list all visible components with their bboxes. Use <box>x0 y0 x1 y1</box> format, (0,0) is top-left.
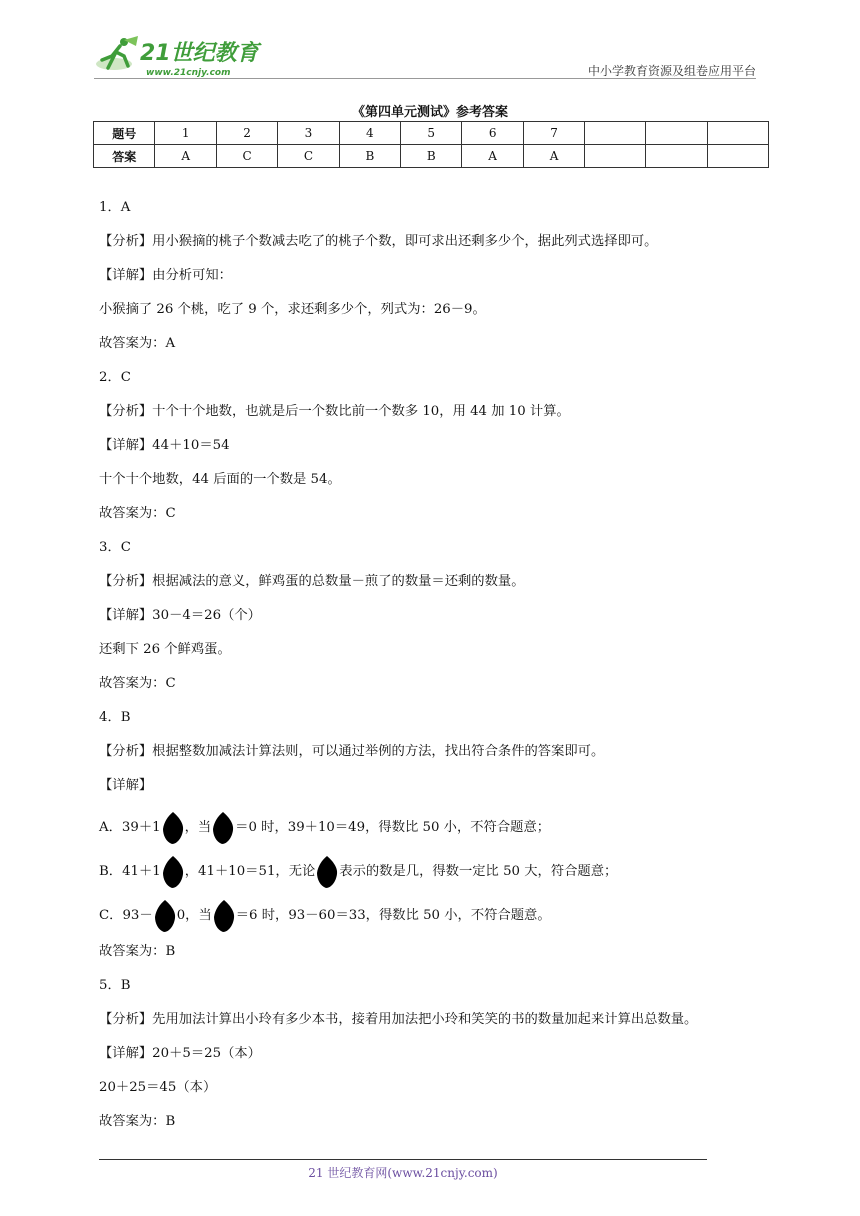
svg-text:www.21cnjy.com: www.21cnjy.com <box>146 68 231 78</box>
page-header <box>94 30 756 80</box>
answer-content <box>99 196 779 1144</box>
text-line: 4．B <box>99 710 131 725</box>
question-number-cell: 3 <box>278 122 339 145</box>
answer-cell: A <box>523 145 584 168</box>
text-line: 【详解】20＋5＝25（本） <box>99 1046 261 1061</box>
text-line: 5．B <box>99 978 131 993</box>
answer-cell: B <box>401 145 462 168</box>
text-line: 20＋25＝45（本） <box>99 1080 217 1095</box>
question-number-cell: 6 <box>462 122 523 145</box>
answer-cell: B <box>339 145 400 168</box>
text-line: 故答案为：B <box>99 944 176 959</box>
text-line: 【分析】先用加法计算出小玲有多少本书，接着用加法把小玲和笑笑的书的数量加起来计算出总数量。 <box>99 1012 698 1027</box>
answer-cell: A <box>462 145 523 168</box>
question-number-cell <box>646 122 707 145</box>
footer-divider <box>99 1159 707 1160</box>
row-label-question: 题号 <box>94 122 155 145</box>
text-line: 【分析】用小猴摘的桃子个数减去吃了的桃子个数，即可求出还剩多少个，据此列式选择即可。 <box>99 234 658 249</box>
option-a-line: A．39＋1 ，当 ＝0 时，39＋10＝49，得数比 50 小，不符合题意； <box>99 808 779 852</box>
blot-mark <box>162 855 184 889</box>
text-line: 还剩下 26 个鲜鸡蛋。 <box>99 642 231 657</box>
text-line: 【详解】44＋10＝54 <box>99 438 230 453</box>
question-number-cell: 5 <box>401 122 462 145</box>
blot-mark <box>316 855 338 889</box>
text-line: 故答案为：C <box>99 676 176 691</box>
text-line: 【分析】十个十个地数，也就是后一个数比前一个数多 10，用 44 加 10 计算。 <box>99 404 570 419</box>
question-number-cell: 2 <box>216 122 277 145</box>
question-number-cell: 4 <box>339 122 400 145</box>
text-line: 十个十个地数，44 后面的一个数是 54。 <box>99 472 341 487</box>
footer-text: 21 世纪教育网(www.21cnjy.com) <box>308 1166 498 1180</box>
question-number-cell <box>585 122 646 145</box>
answer-table <box>93 121 769 168</box>
text-line: 【详解】30－4＝26（个） <box>99 608 261 623</box>
answer-cell <box>707 145 768 168</box>
answer-cell: C <box>216 145 277 168</box>
question-number-cell: 7 <box>523 122 584 145</box>
text-line: 故答案为：A <box>99 336 176 351</box>
logo-21cnjy <box>94 34 264 78</box>
table-row-answers <box>94 145 769 168</box>
blot-mark <box>213 899 235 933</box>
text-line: 2．C <box>99 370 131 385</box>
text-line: 【分析】根据整数加减法计算法则，可以通过举例的方法，找出符合条件的答案即可。 <box>99 744 605 759</box>
text-line: 【详解】 <box>99 778 153 793</box>
blot-mark <box>154 899 176 933</box>
header-divider <box>94 78 756 79</box>
answer-cell <box>646 145 707 168</box>
blot-mark <box>212 811 234 845</box>
answer-cell: C <box>278 145 339 168</box>
text-line: 【详解】由分析可知： <box>99 268 232 283</box>
row-label-answer: 答案 <box>94 145 155 168</box>
platform-name: 中小学教育资源及组卷应用平台 <box>587 64 756 78</box>
table-row-numbers <box>94 122 769 145</box>
option-c-line: C．93－ 0，当 ＝6 时，93－60＝33，得数比 50 小，不符合题意。 <box>99 896 779 940</box>
doc-title: 《第四单元测试》参考答案 <box>351 105 508 120</box>
answer-cell <box>585 145 646 168</box>
blot-mark <box>162 811 184 845</box>
svg-text:21世纪教育: 21世纪教育 <box>140 41 259 66</box>
text-line: 3．C <box>99 540 131 555</box>
answer-cell: A <box>155 145 216 168</box>
text-line: 小猴摘了 26 个桃，吃了 9 个，求还剩多少个，列式为：26－9。 <box>99 302 486 317</box>
text-line: 1．A <box>99 200 131 215</box>
question-number-cell <box>707 122 768 145</box>
text-line: 故答案为：B <box>99 1114 176 1129</box>
option-b-line: B．41＋1 ，41＋10＝51，无论 表示的数是几，得数一定比 50 大，符合题意； <box>99 852 779 896</box>
text-line: 【分析】根据减法的意义，鲜鸡蛋的总数量－煎了的数量＝还剩的数量。 <box>99 574 525 589</box>
text-line: 故答案为：C <box>99 506 176 521</box>
question-number-cell: 1 <box>155 122 216 145</box>
